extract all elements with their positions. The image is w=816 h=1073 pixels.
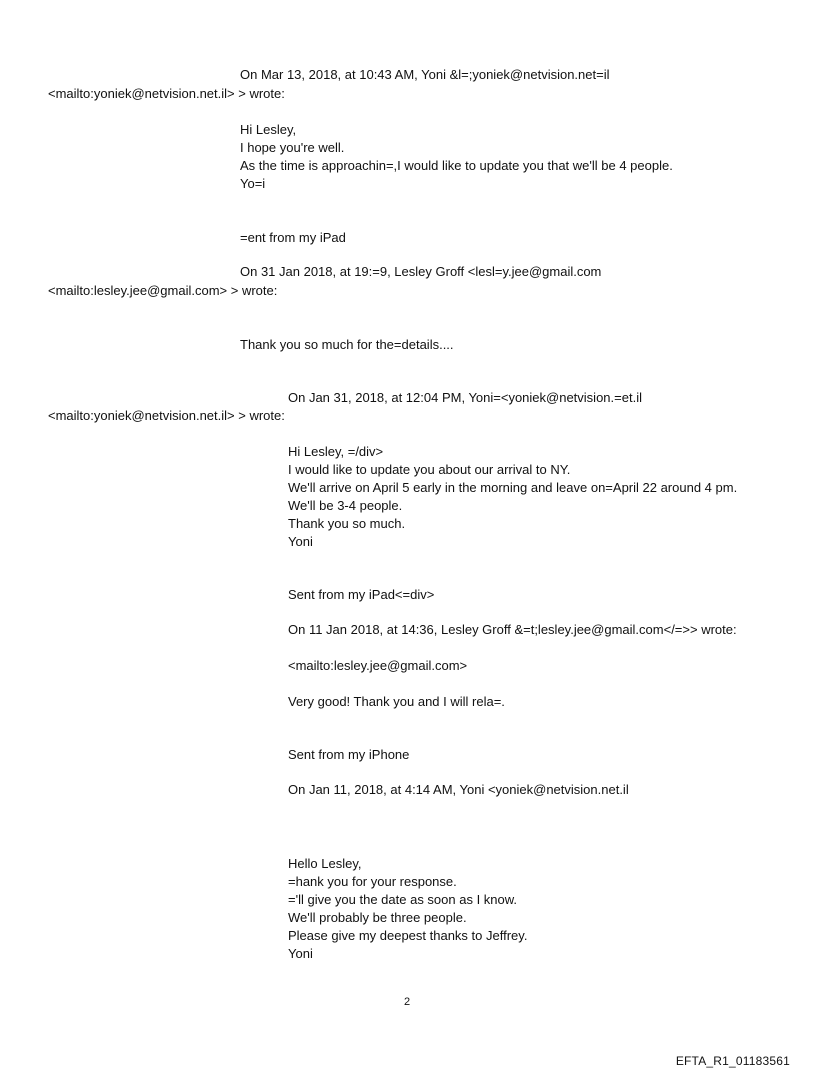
- email-body-line: Thank you so much for the=details....: [240, 337, 454, 352]
- email-body-line: We'll be 3-4 people.: [288, 498, 403, 513]
- email-body-line: I would like to update you about our arrival to NY.: [288, 462, 571, 477]
- email-body-line: Yoni: [288, 946, 313, 961]
- email-body-line: We'll probably be three people.: [288, 910, 467, 925]
- email-header-mailto: <mailto:yoniek@netvision.net.il> > wrote:: [48, 86, 285, 101]
- email-mailto: <mailto:lesley.jee@gmail.com>: [288, 658, 468, 673]
- email-body-line: I hope you're well.: [240, 140, 345, 155]
- email-header-mailto: <mailto:yoniek@netvision.net.il> > wrote:: [48, 408, 285, 423]
- email-body-line: Please give my deepest thanks to Jeffrey.: [288, 928, 528, 943]
- email-header: On Jan 31, 2018, at 12:04 PM, Yoni=<yoniek@netvision.=et.il: [288, 390, 642, 405]
- email-header: On 31 Jan 2018, at 19:=9, Lesley Groff <lesl=y.jee@gmail.com: [240, 264, 602, 279]
- email-header: On Jan 11, 2018, at 4:14 AM, Yoni <yoniek@netvision.net.il: [288, 782, 629, 797]
- email-body-line: Thank you so much.: [288, 516, 406, 531]
- email-body-line: Yo=i: [240, 176, 266, 191]
- email-body-line: Yoni: [288, 534, 313, 549]
- email-body-line: Hi Lesley,: [240, 122, 297, 137]
- email-signature: Sent from my iPhone: [288, 747, 410, 762]
- email-header: On 11 Jan 2018, at 14:36, Lesley Groff &=t;lesley.jee@gmail.com</=>> wrote:: [288, 622, 737, 637]
- email-signature: =ent from my iPad: [240, 230, 346, 245]
- email-body-line: Very good! Thank you and I will rela=.: [288, 694, 505, 709]
- email-header: On Mar 13, 2018, at 10:43 AM, Yoni &l=;yoniek@netvision.net=il: [240, 67, 610, 82]
- page-number: 2: [404, 996, 411, 1008]
- email-signature: Sent from my iPad<=div>: [288, 587, 435, 602]
- email-body-line: We'll arrive on April 5 early in the morning and leave on=April 22 around 4 pm.: [288, 480, 738, 495]
- email-body-line: Hi Lesley, =/div>: [288, 444, 384, 459]
- email-header-mailto: <mailto:lesley.jee@gmail.com> > wrote:: [48, 283, 278, 298]
- email-body-line: As the time is approachin=,I would like to update you that we'll be 4 people.: [240, 158, 673, 173]
- email-body-line: =hank you for your response.: [288, 874, 457, 889]
- email-body-line: Hello Lesley,: [288, 856, 362, 871]
- email-body-line: ='ll give you the date as soon as I know.: [288, 892, 518, 907]
- document-id: EFTA_R1_01183561: [675, 1054, 790, 1068]
